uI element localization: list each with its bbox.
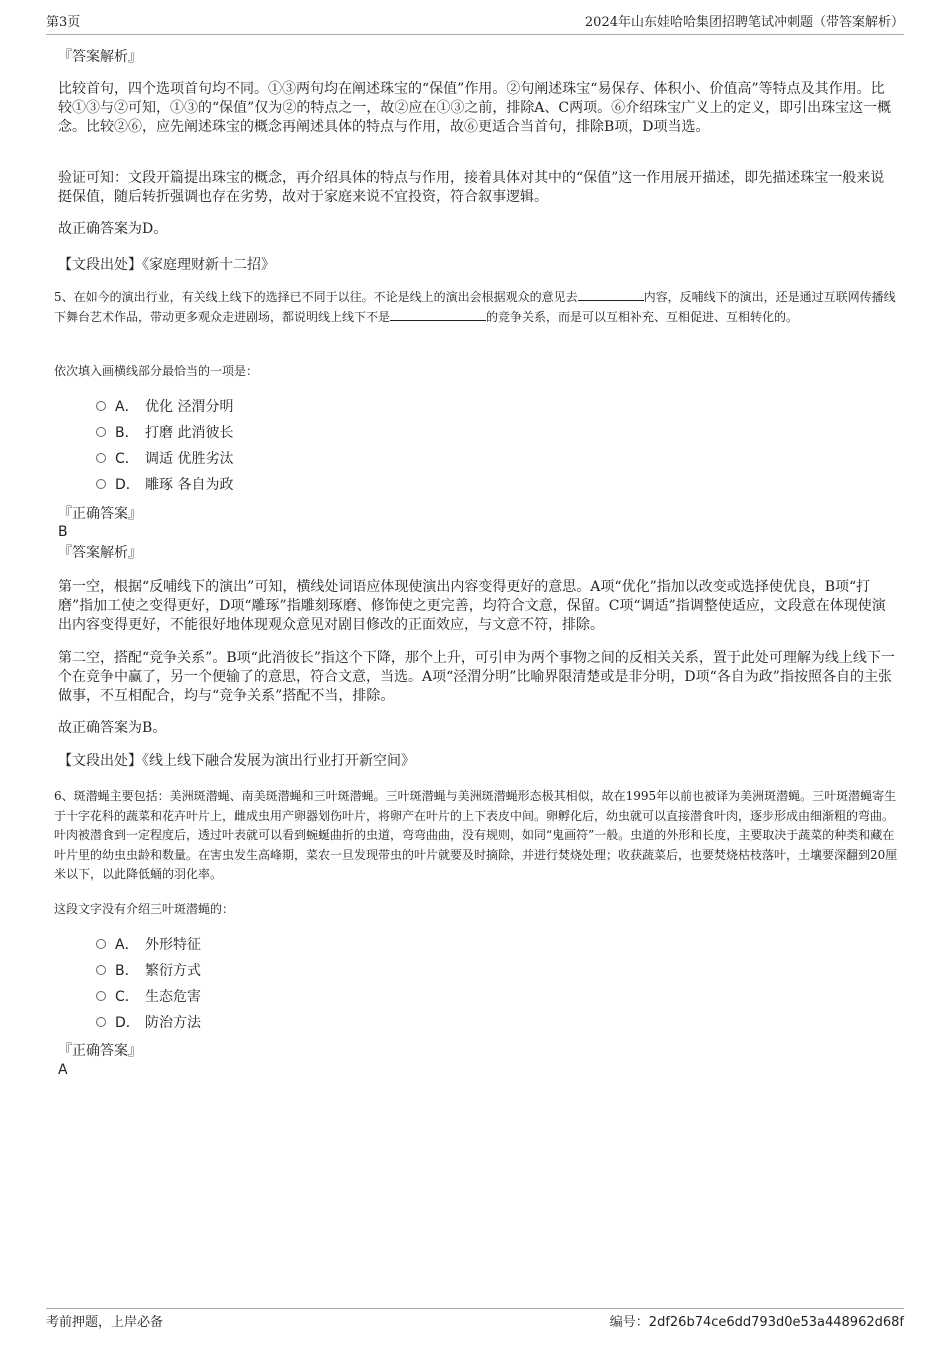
q6-prompt: 这段文字没有介绍三叶斑潜蝇的： xyxy=(54,902,235,916)
option-text: 繁衍方式 xyxy=(145,963,201,979)
option-text: 外形特征 xyxy=(145,937,201,953)
q5-conclusion: 故正确答案为B。 xyxy=(58,720,167,736)
document-code xyxy=(610,1312,904,1334)
document-title: 2024年山东娃哈哈集团招聘笔试冲刺题（带答案解析） xyxy=(584,15,904,30)
radio-icon[interactable] xyxy=(96,479,106,489)
q5-stem-part2: 内容，反哺线下的演出，还是通过互联网传播线下舞台艺术作品，带动更多观众走进剧场，都说明线上线下不是 xyxy=(54,290,896,324)
option-text: 雕琢 各自为政 xyxy=(145,477,234,493)
option-key: A． xyxy=(115,399,139,415)
option-text: 生态危害 xyxy=(145,989,201,1005)
q5-blank-2 xyxy=(390,308,486,321)
q6-answer: A xyxy=(58,1062,68,1078)
q5-analysis-p2: 第二空，搭配“竞争关系”。B项“此消彼长”指这个下降，那个上升，可引申为两个事物之间的反相关关系，置于此处可理解为线上线下一个在竞争中赢了，另一个便输了的意思，符合文意，当选。A项“泾渭分明”比喻界限清楚或是非分明，D项“各自为政”指按照各自的主张做事，不互相配合，均与“竞争关系”搭配不当，排除。 xyxy=(58,650,895,704)
q5-option-d[interactable] xyxy=(96,476,233,494)
q6-option-a[interactable] xyxy=(96,936,201,954)
radio-icon[interactable] xyxy=(96,427,106,437)
option-key: A． xyxy=(115,937,139,953)
option-key: D． xyxy=(115,1015,140,1031)
option-text: 防治方法 xyxy=(145,1015,201,1031)
option-text: 调适 优胜劣汰 xyxy=(145,451,234,467)
option-key: D． xyxy=(115,477,140,493)
q5-stem xyxy=(54,288,900,327)
q6-option-c[interactable] xyxy=(96,988,201,1006)
q4-analysis-p2: 验证可知：文段开篇提出珠宝的概念，再介绍具体的特点与作用，接着具体对其中的“保值”这一作用展开描述，即先描述珠宝一般来说挺保值，随后转折强调也存在劣势，故对于家庭来说不宜投资，符合叙事逻辑。 xyxy=(58,170,885,205)
page-header xyxy=(46,14,904,35)
radio-icon[interactable] xyxy=(96,453,106,463)
q5-option-b[interactable] xyxy=(96,424,233,442)
radio-icon[interactable] xyxy=(96,965,106,975)
footer-slogan: 考前押题，上岸必备 xyxy=(46,1315,164,1330)
q5-analysis-p1: 第一空，根据“反哺线下的演出”可知，横线处词语应体现使演出内容变得更好的意思。A项“优化”指加以改变或选择使优良，B项“打磨”指加工使之变得更好，D项“雕琢”指雕刻琢磨、修饰使之更完善，均符合文意，保留。C项“调适”指调整使适应，文段意在体现使演出内容变得更好，不能很好地体现观众意见对剧目修改的正面效应，与文意不符，排除。 xyxy=(58,579,886,633)
q5-answer-label: 『正确答案』 xyxy=(58,506,142,522)
q4-conclusion: 故正确答案为D。 xyxy=(58,221,168,237)
q5-analysis-label: 『答案解析』 xyxy=(58,545,142,561)
page-footer xyxy=(46,1308,904,1331)
q6-option-b[interactable] xyxy=(96,962,201,980)
page-number: 第3页 xyxy=(46,15,81,30)
code-label: 编号： xyxy=(609,1315,649,1330)
q5-option-c[interactable] xyxy=(96,450,233,468)
radio-icon[interactable] xyxy=(96,1017,106,1027)
q5-blank-1 xyxy=(578,288,644,301)
option-key: B． xyxy=(115,963,139,979)
q5-option-a[interactable] xyxy=(96,398,233,416)
q5-stem-part1: 5、在如今的演出行业，有关线上线下的选择已不同于以往。不论是线上的演出会根据观众的意见去 xyxy=(54,290,578,304)
option-text: 打磨 此消彼长 xyxy=(145,425,234,441)
q5-stem-part3: 的竞争关系，而是可以互相补充、互相促进、互相转化的。 xyxy=(486,309,799,324)
option-key: C． xyxy=(115,451,139,467)
q4-analysis-label: 『答案解析』 xyxy=(58,49,142,65)
option-key: C． xyxy=(115,989,139,1005)
q5-answer: B xyxy=(58,524,68,540)
option-key: B． xyxy=(115,425,139,441)
radio-icon[interactable] xyxy=(96,991,106,1001)
q6-answer-label: 『正确答案』 xyxy=(58,1043,142,1059)
q5-prompt: 依次填入画横线部分最恰当的一项是： xyxy=(54,364,259,378)
option-text: 优化 泾渭分明 xyxy=(145,399,234,415)
q6-stem: 6、斑潜蝇主要包括：美洲斑潜蝇、南美斑潜蝇和三叶斑潜蝇。三叶斑潜蝇与美洲斑潜蝇形态极其相似，故在1995年以前也被译为美洲斑潜蝇。三叶斑潜蝇寄生于十字花科的蔬菜和花卉叶片上，雌成虫用产卵器划伤叶片，将卵产在叶片的上下表皮中间。卵孵化后，幼虫就可以直接潜食叶肉，逐步形成由细渐粗的弯曲。叶肉被潜食到一定程度后，透过叶表就可以看到蜿蜒曲折的虫道，弯弯曲曲，没有规则，如同“鬼画符”一般。虫道的外形和长度，主要取决于蔬菜的种类和藏在叶片里的幼虫虫龄和数量。在害虫发生高峰期，菜农一旦发现带虫的叶片就要及时摘除，并进行焚烧处理；收获蔬菜后，也要焚烧枯枝落叶，土壤要深翻到20厘米以下，以此降低蛹的羽化率。 xyxy=(54,789,898,881)
q6-option-d[interactable] xyxy=(96,1014,201,1032)
code-value: 2df26b74ce6dd793d0e53a448962d68f xyxy=(648,1315,904,1330)
q5-source: 【文段出处】《线上线下融合发展为演出行业打开新空间》 xyxy=(58,753,415,769)
q4-analysis-p1: 比较首句，四个选项首句均不同。①③两句均在阐述珠宝的“保值”作用。②句阐述珠宝“易保存、体积小、价值高”等特点及其作用。比较①③与②可知，①③的“保值”仅为②的特点之一，故②应在①③之前，排除A、C两项。⑥介绍珠宝广义上的定义，即引出珠宝这一概念。比较②⑥，应先阐述珠宝的概念再阐述具体的特点与作用，故⑥更适合当首句，排除B项，D项当选。 xyxy=(58,81,892,135)
q4-source: 【文段出处】《家庭理财新十二招》 xyxy=(58,257,275,273)
radio-icon[interactable] xyxy=(96,939,106,949)
radio-icon[interactable] xyxy=(96,401,106,411)
